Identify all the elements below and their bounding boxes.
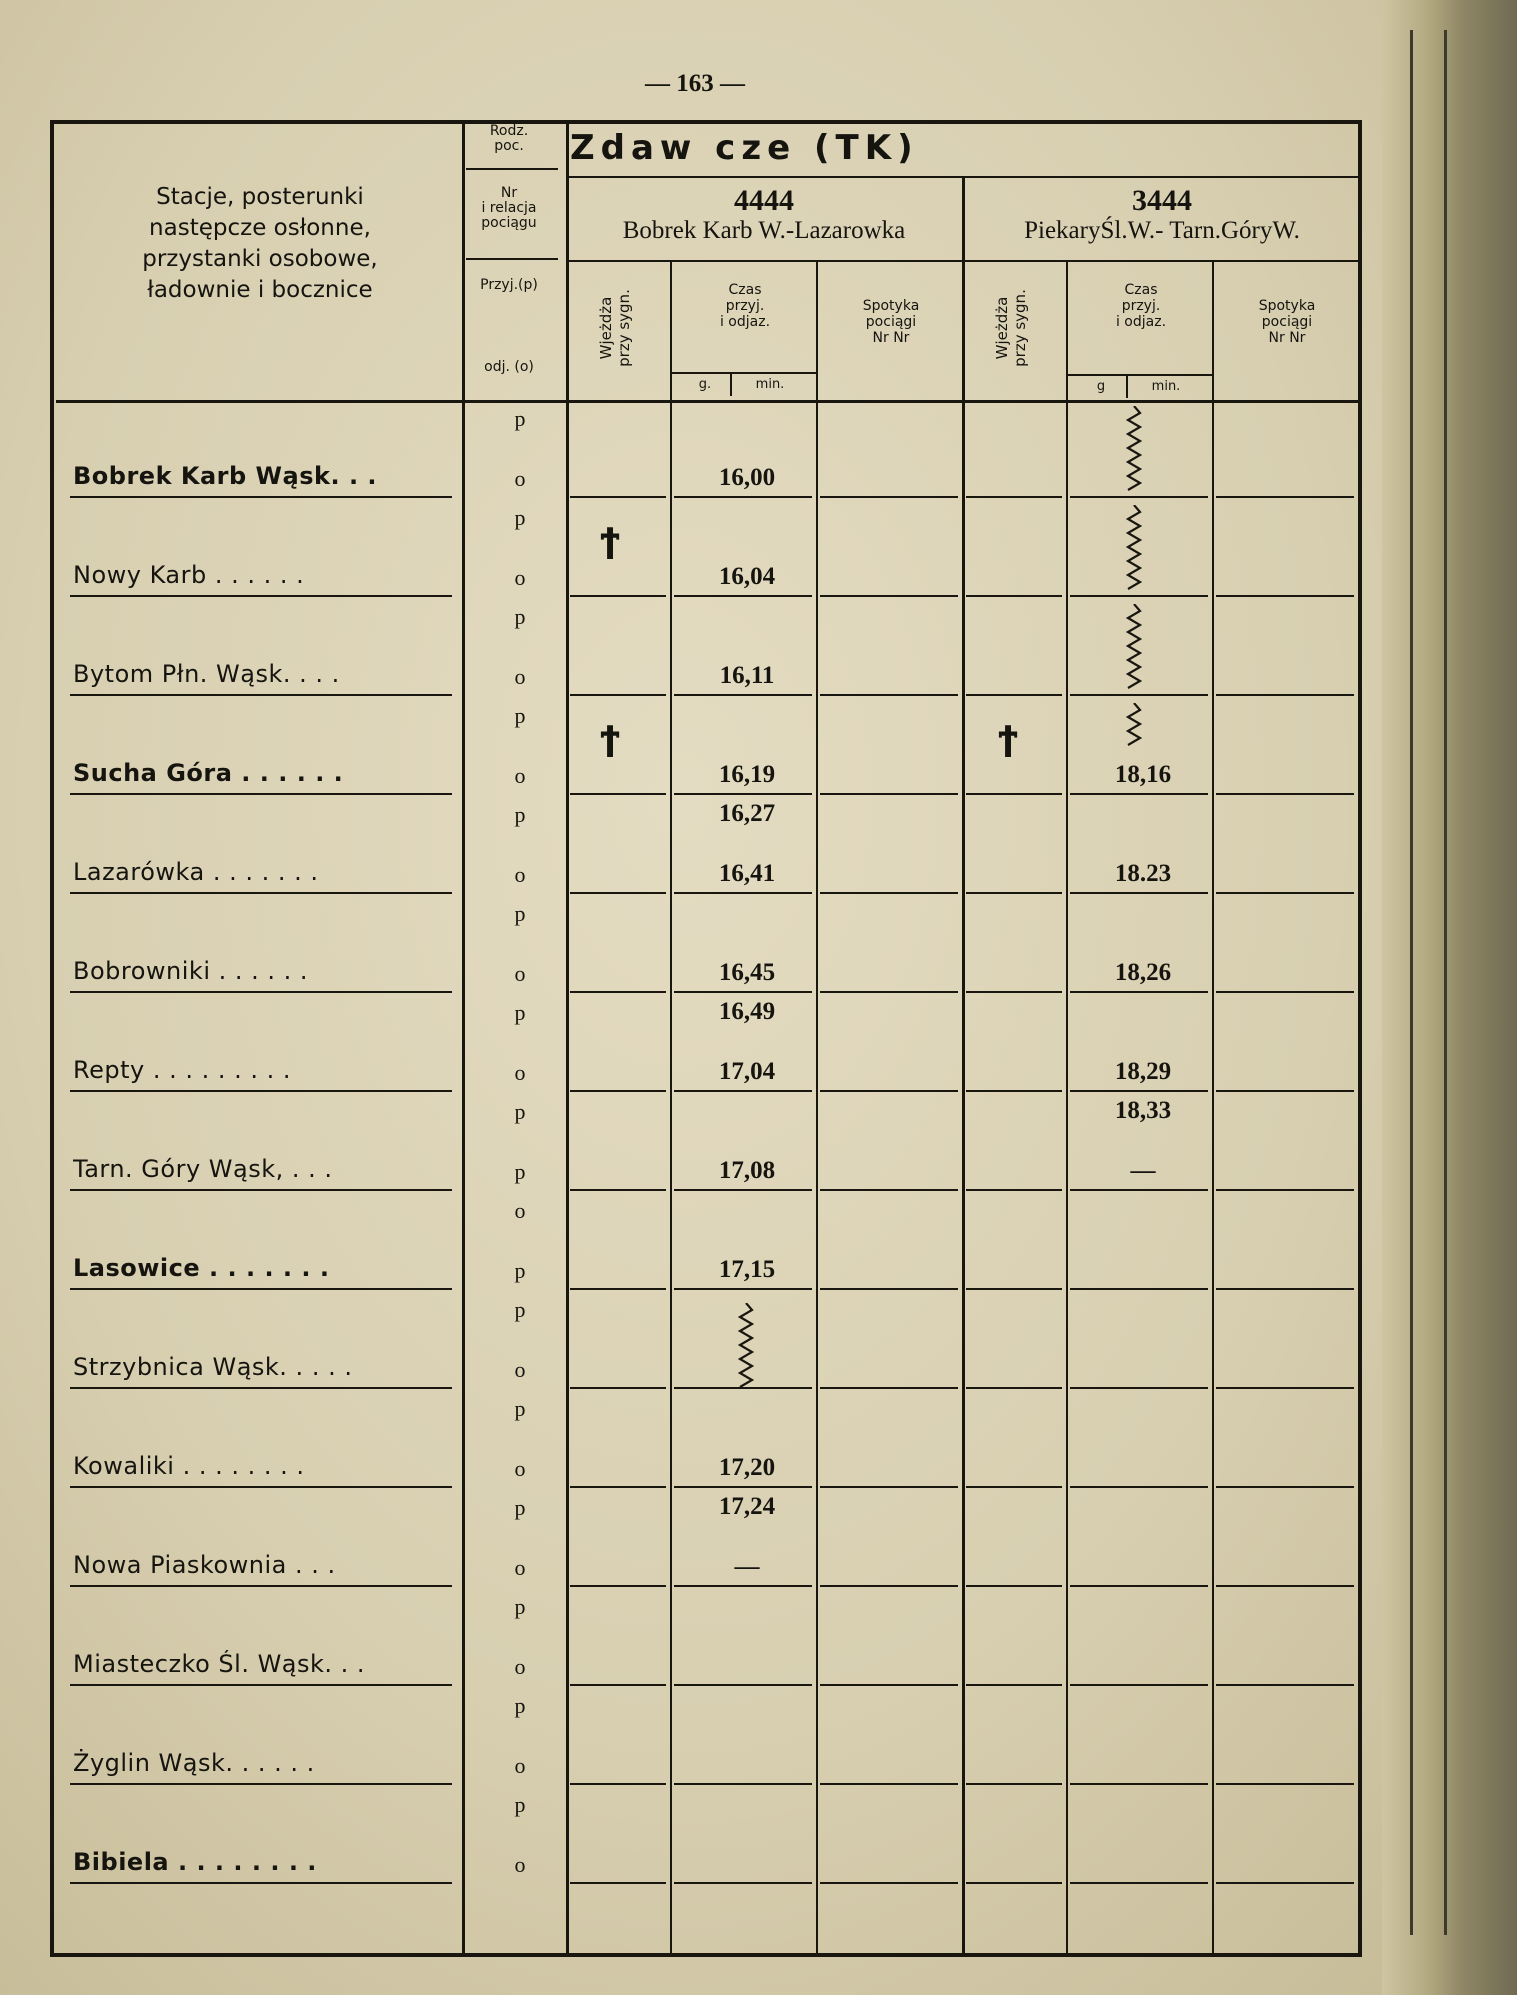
cell-rule [966,793,1062,795]
station-name: Żyglin Wąsk. . . . . . [73,1749,315,1777]
departure-time: 18,16 [1114,761,1172,788]
row-mark-bottom: o [514,1456,526,1481]
hours-unit: g [1096,379,1106,394]
row-mark-top: p [514,604,526,629]
departure-time: 16,45 [718,959,776,986]
departure-time: 18,29 [1114,1058,1172,1085]
arrival-time: 18,33 [1114,1097,1172,1124]
cell-rule [674,991,812,993]
cell-rule [966,1882,1062,1884]
cell-rule [1070,1189,1208,1191]
cell-rule [820,1486,958,1488]
arrival-time: 16,49 [718,998,776,1025]
header-rule [730,374,732,396]
departure-time: — [1130,1157,1156,1184]
cell-rule [570,1684,666,1686]
cell-rule [820,793,958,795]
cell-rule [820,1189,958,1191]
time-column-header [1068,282,1214,330]
cell-rule [1216,1387,1354,1389]
arrival-mark-header: Przyj.(p) [480,277,538,293]
cell-rule [1216,595,1354,597]
signal-mark: ϯ [600,521,621,561]
row-mark-top: o [514,1198,526,1223]
meets-column-header [1214,298,1360,346]
meets-column-header [818,298,964,346]
departure-time: 16,04 [718,563,776,590]
header-text: poc. [494,138,524,155]
train-number: 4444 [734,184,794,217]
station-underline [70,991,452,993]
cell-rule [570,1189,666,1191]
cell-rule [1216,1288,1354,1290]
cell-rule [570,1090,666,1092]
row-mark-bottom: o [514,763,526,788]
cell-rule [1216,1783,1354,1785]
header-rule [568,260,1358,262]
column-divider [670,262,672,1957]
page-number: — 163 — [645,70,745,97]
signal-column-header [993,273,1029,383]
cell-rule [1070,1090,1208,1092]
row-mark-bottom: p [514,1159,526,1184]
train-header-4444 [568,184,960,245]
wavy-mark-icon [1124,505,1144,593]
station-underline [70,1288,452,1290]
station-name: Nowy Karb . . . . . . [73,561,305,589]
departure-time: 17,04 [718,1058,776,1085]
row-mark-bottom: o [514,1060,526,1085]
row-mark-bottom: o [514,961,526,986]
header-text: Wjeżdża [993,296,1011,360]
cell-rule [1216,1684,1354,1686]
cell-rule [1070,991,1208,993]
row-mark-top: p [514,505,526,530]
cell-rule [966,1387,1062,1389]
cell-rule [570,793,666,795]
cell-rule [570,595,666,597]
departure-time: 17,15 [718,1256,776,1283]
header-text: Czas [728,282,762,298]
cell-rule [1070,1585,1208,1587]
cell-rule [570,694,666,696]
station-name: Lasowice . . . . . . . [73,1254,330,1282]
cell-rule [966,1090,1062,1092]
header-text: Wjeżdża [597,296,615,360]
edge-line [1410,30,1413,1935]
cell-rule [674,892,812,894]
station-underline [70,595,452,597]
arrival-time: 16,27 [718,800,776,827]
departure-mark-header: odj. (o) [484,359,534,375]
wavy-mark-icon [736,1303,756,1387]
departure-time: 16,19 [718,761,776,788]
cell-rule [570,1585,666,1587]
station-name: Tarn. Góry Wąsk, . . . [73,1155,333,1183]
signal-mark: ϯ [600,719,621,759]
header-rule [1126,376,1128,398]
signal-column-header [597,273,633,383]
column-divider [962,178,965,1957]
cell-rule [1070,496,1208,498]
row-mark-bottom: o [514,1753,526,1778]
row-mark-top: p [514,1792,526,1817]
departure-time: — [734,1553,760,1580]
cell-rule [570,991,666,993]
cell-rule [1216,1585,1354,1587]
cell-rule [1216,1090,1354,1092]
row-mark-bottom: o [514,664,526,689]
departure-time: 17,08 [718,1157,776,1184]
cell-rule [820,892,958,894]
departure-time: 17,20 [718,1454,776,1481]
cell-rule [674,1486,812,1488]
column-divider [462,122,465,1957]
header-text: Nr Nr [872,330,910,346]
header-text: Nr Nr [1268,330,1306,346]
cell-rule [966,1288,1062,1290]
station-underline [70,1090,452,1092]
train-header-3444 [962,184,1362,245]
cell-rule [570,1486,666,1488]
station-underline [70,1585,452,1587]
header-text: i odjaz. [1115,314,1167,330]
row-mark-top: p [514,1099,526,1124]
train-number: 3444 [1132,184,1192,217]
cell-rule [820,1783,958,1785]
stations-header-line: ładownie i bocznice [147,277,373,303]
row-mark-top: p [514,1594,526,1619]
cell-rule [966,892,1062,894]
station-name: Lazarówka . . . . . . . [73,858,319,886]
header-text: przyj. [1121,298,1161,314]
header-text: i odjaz. [719,314,771,330]
cell-rule [820,1882,958,1884]
timetable-frame [50,120,1362,1957]
stations-header-line: przystanki osobowe, [142,246,378,272]
cell-rule [1216,1486,1354,1488]
header-text: przyj. [725,298,765,314]
cell-rule [1070,1783,1208,1785]
header-text: Rodz. [489,123,529,139]
cell-rule [570,892,666,894]
cell-rule [570,1783,666,1785]
edge-line [1444,30,1447,1935]
cell-rule [1070,595,1208,597]
wavy-mark-icon [1124,604,1144,692]
station-underline [70,1486,452,1488]
row-mark-top: p [514,406,526,431]
cell-rule [966,1189,1062,1191]
header-rule [568,176,1358,178]
station-underline [70,793,452,795]
cell-rule [570,1882,666,1884]
header-rule [1068,374,1212,376]
cell-rule [1070,793,1208,795]
cell-rule [966,1486,1062,1488]
station-name: Bytom Płn. Wąsk. . . . [73,660,340,688]
cell-rule [674,595,812,597]
cell-rule [1070,892,1208,894]
departure-time: 18,26 [1114,959,1172,986]
cell-rule [966,595,1062,597]
header-text: Czas [1124,282,1158,298]
cell-rule [1070,1288,1208,1290]
departure-time: 16,00 [718,464,776,491]
station-name: Repty . . . . . . . . . [73,1056,292,1084]
stations-header-line: następcze osłonne, [149,215,371,241]
arrival-time: 17,24 [718,1493,776,1520]
cell-rule [570,1387,666,1389]
cell-rule [1216,892,1354,894]
header-rule [672,372,816,374]
header-text: pociągi [1261,314,1313,330]
cell-rule [820,694,958,696]
header-bottom-rule [56,400,1358,403]
station-name: Sucha Góra . . . . . . [73,759,344,787]
row-mark-top: p [514,802,526,827]
cell-rule [966,694,1062,696]
header-text: Spotyka [862,298,920,314]
wavy-mark-icon [1124,703,1144,747]
cell-rule [1070,694,1208,696]
station-name: Nowa Piaskownia . . . [73,1551,336,1579]
station-underline [70,1684,452,1686]
cell-rule [820,1684,958,1686]
departure-time: 18.23 [1114,860,1172,887]
cell-rule [674,1189,812,1191]
station-name: Miasteczko Śl. Wąsk. . . [73,1650,366,1678]
cell-rule [1216,496,1354,498]
station-underline [70,1882,452,1884]
row-mark-bottom: o [514,565,526,590]
cell-rule [1216,694,1354,696]
cell-rule [1070,1486,1208,1488]
station-name: Kowaliki . . . . . . . . [73,1452,305,1480]
station-name: Bobrek Karb Wąsk. . . [73,462,378,490]
header-rule [466,258,558,260]
cell-rule [570,1288,666,1290]
cell-rule [1216,1189,1354,1191]
cell-rule [820,1288,958,1290]
row-mark-top: p [514,901,526,926]
station-name: Bibiela . . . . . . . . [73,1848,317,1876]
header-text: przy sygn. [615,289,633,367]
time-column-header [672,282,818,330]
train-number-header [466,186,552,231]
cell-rule [674,1783,812,1785]
cell-rule [570,496,666,498]
train-relation: Bobrek Karb W.-Lazarowka [622,217,906,244]
row-mark-bottom: o [514,862,526,887]
cell-rule [1216,991,1354,993]
row-mark-bottom: o [514,1852,526,1877]
row-mark-bottom: o [514,1357,526,1382]
cell-rule [674,496,812,498]
signal-mark: ϯ [998,719,1019,759]
header-text: przy sygn. [1011,289,1029,367]
station-underline [70,892,452,894]
row-mark-top: p [514,1495,526,1520]
station-name: Strzybnica Wąsk. . . . . [73,1353,353,1381]
row-mark-bottom: o [514,1555,526,1580]
book-page-edge [1382,0,1517,1995]
cell-rule [820,991,958,993]
minutes-unit: min. [755,377,785,392]
header-text: Spotyka [1258,298,1316,314]
cell-rule [820,1387,958,1389]
row-mark-top: p [514,703,526,728]
header-rule [466,168,558,170]
cell-rule [674,1882,812,1884]
station-underline [70,1783,452,1785]
wavy-mark-icon [1124,406,1144,494]
cell-rule [674,1684,812,1686]
station-name: Bobrowniki . . . . . . [73,957,309,985]
departure-time: 16,11 [719,662,775,689]
row-mark-top: p [514,1297,526,1322]
cell-rule [820,1090,958,1092]
train-type-header [466,124,552,155]
cell-rule [966,496,1062,498]
header-text: i relacja [481,200,537,216]
cell-rule [966,991,1062,993]
cell-rule [820,595,958,597]
cell-rule [674,1387,812,1389]
cell-rule [674,793,812,795]
station-underline [70,1189,452,1191]
column-divider [816,262,818,1957]
cell-rule [1216,1882,1354,1884]
cell-rule [1070,1387,1208,1389]
group-title: Zdaw cze (TK) [570,128,919,168]
hours-unit: g. [698,377,712,392]
cell-rule [820,1585,958,1587]
row-mark-bottom: o [514,1654,526,1679]
cell-rule [966,1585,1062,1587]
row-mark-top: p [514,1693,526,1718]
column-divider [566,122,569,1957]
cell-rule [966,1783,1062,1785]
row-mark-bottom: o [514,466,526,491]
header-text: pociągu [481,215,537,231]
stations-column-header [70,182,450,306]
row-mark-bottom: p [514,1258,526,1283]
cell-rule [1070,1882,1208,1884]
cell-rule [1070,1684,1208,1686]
station-underline [70,496,452,498]
cell-rule [674,1288,812,1290]
train-relation: PiekaryŚl.W.- Tarn.GóryW. [1024,217,1300,244]
row-mark-top: p [514,1396,526,1421]
station-underline [70,1387,452,1389]
minutes-unit: min. [1151,379,1181,394]
cell-rule [1216,793,1354,795]
cell-rule [820,496,958,498]
header-text: pociągi [865,314,917,330]
cell-rule [966,1684,1062,1686]
departure-time: 16,41 [718,860,776,887]
stations-header-line: Stacje, posterunki [156,184,364,210]
cell-rule [674,1090,812,1092]
row-mark-top: p [514,1000,526,1025]
station-underline [70,694,452,696]
cell-rule [674,1585,812,1587]
header-text: Nr [500,185,518,201]
cell-rule [674,694,812,696]
